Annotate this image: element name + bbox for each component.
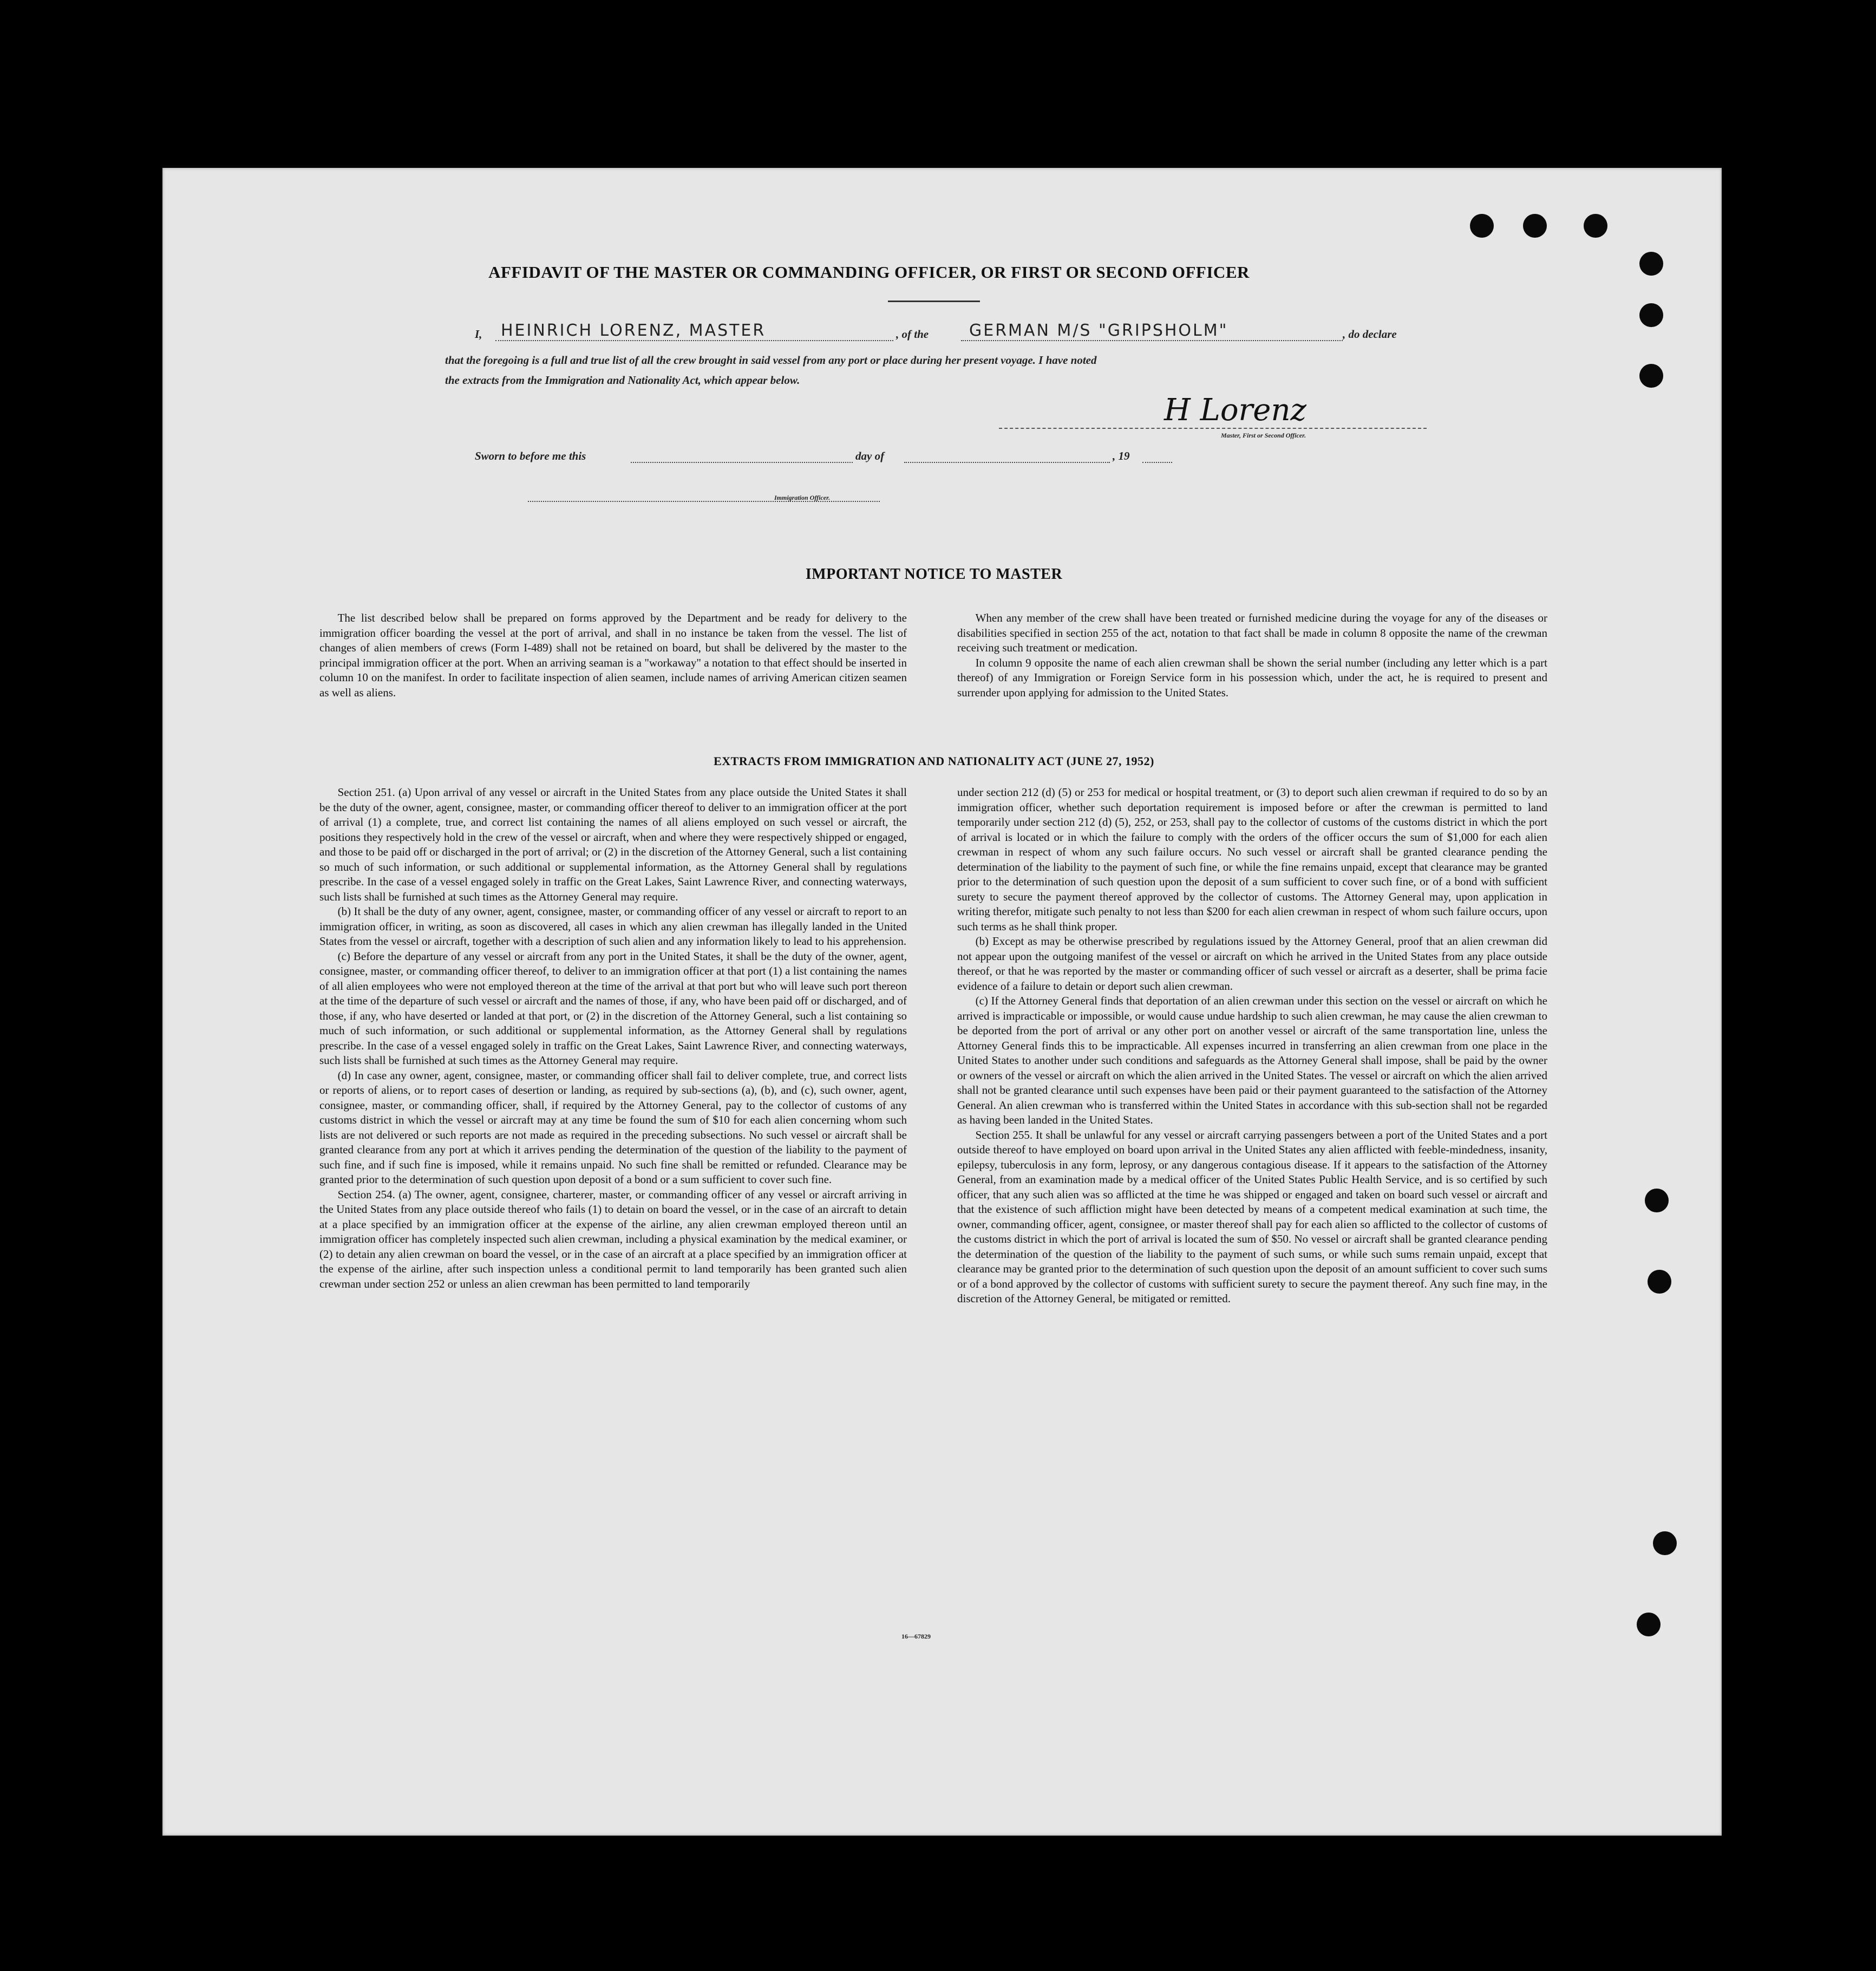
print-code: 16—67829: [901, 1633, 931, 1640]
act-paragraph: Section 255. It shall be unlawful for any vessel or aircraft carrying passengers between a port of the United States and a port outside thereof to have employed on board upon arrival in the United States any alien afflicted with feeble-mindedness, insanity, epilepsy, tuberculosis in any form, leprosy, or any dangerous contagious disease. If it appears to the satisfaction of the Attorney General, from an examination made by a medical officer of the United States Public Health Service, and is so certified by such officer, that any such alien was so afflicted at the time he was shipped or engaged and taken on board such vessel or aircraft and that the existence of such affliction might have been detected by means of a competent medical examination at such time, the owner, commanding officer, agent, consignee, or master thereof shall pay for each alien so afflicted to the collector of customs of the customs district in which the port of arrival is located the sum of $50. No vessel or aircraft shall be granted clearance pending the determination of the question of the liability to the payment of such sums, or while such sums remain unpaid, except that clearance may be granted prior to the determination of such question upon the deposit of an amount sufficient to cover such sums or of a bond approved by the collector of customs with sufficient surety to secure the payment thereof. Any such fine may, in the discretion of the Attorney General, be mitigated or remitted.: [957, 1128, 1547, 1305]
act-paragraph: (c) If the Attorney General finds that deportation of an alien crewman under this section on the vessel or aircraft on which he arrived is impracticable or impossible, or would cause undue hardship to such alien crewman, he may cause the alien crewman to be deported from the port of arrival or any other port on another vessel or aircraft of the same transportation line, unless the Attorney General finds this to be impracticable. All expenses incurred in transferring an alien crewman from one place in the United States to another under such conditions and safeguards as the Attorney General shall impose, shall be paid by the owner or owners of the vessel or aircraft on which the alien arrived in the United States. The vessel or aircraft on which the alien arrived shall not be granted clearance until such expenses have been paid or their payment guaranteed to the satisfaction of the Attorney General. An alien crewman who is transferred within the United States in accordance with this sub-section shall not be regarded as having been landed in the United States.: [957, 994, 1547, 1126]
sworn-day-line: [631, 446, 853, 463]
act-paragraph: Section 251. (a) Upon arrival of any vessel or aircraft in the United States from any place outside the United States it shall be the duty of the owner, agent, consignee, master, or commanding officer thereof to deliver to an immigration officer at the port of arrival (1) a complete, true, and correct list containing the names of all aliens employed on such vessel or aircraft, the positions they respectively hold in the crew of the vessel or aircraft, when and where they were respectively shipped or engaged, and those to be paid off or discharged in the port of arrival; or (2) in the discretion of the Attorney General, such a list containing so much of such information, or such additional or supplemental information, as the Attorney General shall by regulations prescribe. In the case of a vessel engaged solely in traffic on the Great Lakes, Saint Lawrence River, and connecting waterways, such lists shall be furnished at such times as the Attorney General may require.: [319, 786, 907, 903]
notice-right-column: [957, 611, 1547, 700]
notice-paragraph: When any member of the crew shall have been treated or furnished medicine during the voyage for any of the diseases or disabilities specified in section 255 of the act, notation to that fact shall be made in column 8 opposite the name of the crewman receiving such treatment or medication.: [957, 611, 1547, 654]
act-paragraph: (d) In case any owner, agent, consignee, master, or commanding officer shall fail to deliver complete, true, and correct lists or reports of aliens, or to report cases of desertion or landing, as required by sub-sections (a), (b), and (c), such owner, agent, consignee, master, or commanding officer, shall, if required by the Attorney General, pay to the collector of customs of any customs district in which the vessel or aircraft may at any time be found the sum of $10 for each alien concerning whom such lists are not delivered or such reports are not made as required in the preceding subsections. No such vessel or aircraft shall be granted clearance from any port at which it arrives pending the determination of the question of the liability to the payment of such fine, and if such fine is imposed, while it remains unpaid. No such fine shall be remitted or refunded. Clearance may be granted prior to the determination of such question upon deposit of a bond or a sum sufficient to cover such fine.: [319, 1068, 907, 1186]
title-underline: [888, 301, 980, 302]
do-declare-label: , do declare: [1343, 328, 1397, 341]
master-signature: H Lorenz: [1164, 393, 1307, 428]
day-of-label: day of: [855, 449, 885, 462]
of-the-label: , of the: [896, 328, 929, 341]
master-caption: Master, First or Second Officer.: [1221, 432, 1306, 439]
sworn-label: Sworn to before me this: [475, 449, 586, 462]
year-prefix: , 19: [1113, 449, 1130, 462]
declarant-name: HEINRICH LORENZ, MASTER: [501, 321, 766, 340]
punch-hole: [1639, 364, 1663, 388]
punch-hole: [1653, 1531, 1677, 1555]
act-paragraph: under section 212 (d) (5) or 253 for medical or hospital treatment, or (3) to deport such alien crewman if required to do so by an immigration officer, whether such deportation requirement is imposed before or after the crewman is permitted to land temporarily under section 212 (d) (5), 252, or 253, shall pay to the collector of customs of the customs district in which the port of arrival is located or in which the failure to comply with the orders of the officer occurs the sum of $1,000 for each alien crewman in respect of whom any such failure occurs. No such vessel or aircraft shall be granted clearance pending the determination of the liability to the payment of such fine, or while the fine remains unpaid, except that clearance may be granted prior to the determination of such question upon the deposit of a sum sufficient to cover such fine, or of a bond with sufficient surety to secure the payment thereof approved by the collector of customs. The Attorney General may, upon application in writing therefor, mitigate such penalty to not less than $200 for each alien crewman in respect of whom such failure occurs, upon such terms as he shall think proper.: [957, 786, 1547, 933]
act-paragraph: (b) It shall be the duty of any owner, agent, consignee, master, or commanding officer of any vessel or aircraft to report to an immigration officer, in writing, as soon as discovered, all cases in which any alien crewman has illegally landed in the United States from the vessel or aircraft, together with a description of such alien and any information likely to lead to his apprehension.: [319, 905, 907, 948]
act-paragraph: (c) Before the departure of any vessel or aircraft from any port in the United States, it shall be the duty of the owner, agent, consignee, master, or commanding officer thereof, to deliver to an immigration officer at that port (1) a list containing the names of all alien employees who were not employed thereon at the time of the arrival at that port but who will leave such port thereon at the time of the departure of such vessel or aircraft and the names of those, if any, who have been paid off or discharged, and of those, if any, who have deserted or landed at that port, or (2) in the discretion of the Attorney General, such a list containing so much of such information, or such additional or supplemental information, as the Attorney General shall by regulations prescribe. In the case of a vessel engaged solely in traffic on the Great Lakes, Saint Lawrence River, and connecting waterways, such lists shall be furnished at such times as the Attorney General may require.: [319, 949, 907, 1067]
act-paragraph: (b) Except as may be otherwise prescribed by regulations issued by the Attorney General, proof that an alien crewman did not appear upon the outgoing manifest of the vessel or aircraft on which he arrived in the United States from any place outside thereof, or that he was reported by the master or commanding officer of such vessel or aircraft as a deserter, shall be prima facie evidence of a failure to detain or deport such alien crewman.: [957, 935, 1547, 993]
affidavit-title: AFFIDAVIT OF THE MASTER OR COMMANDING OFFICER, OR FIRST OR SECOND OFFICER: [488, 263, 1250, 282]
declarant-prefix: I,: [475, 328, 482, 341]
affidavit-statement: that the foregoing is a full and true list of all the crew brought in said vessel from any port or place during her present voyage. I have noted: [445, 354, 1097, 367]
notice-title: IMPORTANT NOTICE TO MASTER: [805, 566, 1063, 583]
signature-line: [999, 428, 1427, 429]
officer-caption: Immigration Officer.: [774, 494, 831, 501]
month-line: [904, 446, 1110, 463]
punch-hole: [1470, 214, 1494, 238]
extracts-left-column: [319, 785, 907, 1291]
punch-hole: [1648, 1270, 1671, 1294]
punch-hole: [1639, 303, 1663, 327]
notice-left-column: [319, 611, 907, 700]
extracts-right-column: [957, 785, 1547, 1307]
notice-paragraph: In column 9 opposite the name of each alien crewman shall be shown the serial number (including any letter which is a part thereof) of any Immigration or Foreign Service form in his possession which, under the act, he is required to present and surrender upon applying for admission to the United States.: [957, 656, 1547, 699]
punch-hole: [1637, 1613, 1661, 1636]
notice-paragraph: The list described below shall be prepared on forms approved by the Department and be ready for delivery to the immigration officer boarding the vessel at the port of arrival, and shall in no instance be taken from the vessel. The list of changes of alien members of crews (Form I-489) shall not be retained on board, but shall be delivered by the master to the principal immigration officer at the port. When an arriving seaman is a "workaway" a notation to that effect should be inserted in column 10 on the manifest. In order to facilitate inspection of alien seamen, include names of arriving American citizen seamen as well as aliens.: [319, 611, 907, 699]
punch-hole: [1639, 252, 1663, 276]
punch-hole: [1584, 214, 1607, 238]
vessel-name: GERMAN M/S "GRIPSHOLM": [969, 321, 1228, 340]
extracts-title: EXTRACTS FROM IMMIGRATION AND NATIONALITY ACT (JUNE 27, 1952): [714, 754, 1154, 768]
affidavit-statement-cont: the extracts from the Immigration and Nationality Act, which appear below.: [445, 374, 800, 387]
punch-hole: [1645, 1189, 1669, 1212]
act-paragraph: Section 254. (a) The owner, agent, consignee, charterer, master, or commanding officer of any vessel or aircraft arriving in the United States from any place outside thereof who fails (1) to detain on board the vessel, or in the case of an aircraft to detain at a place specified by an immigration officer at the expense of the airline, any alien crewman employed thereon until an immigration officer has completely inspected such alien crewman, including a physical examination by the medical examiner, or (2) to detain any alien crewman on board the vessel, or in the case of an aircraft at a place specified by an immigration officer at the expense of the airline, after such inspection unless a conditional permit to land temporarily has been granted such alien crewman under section 252 or unless an alien crewman has been permitted to land temporarily: [319, 1187, 907, 1290]
year-line: [1142, 446, 1172, 463]
punch-hole: [1523, 214, 1547, 238]
